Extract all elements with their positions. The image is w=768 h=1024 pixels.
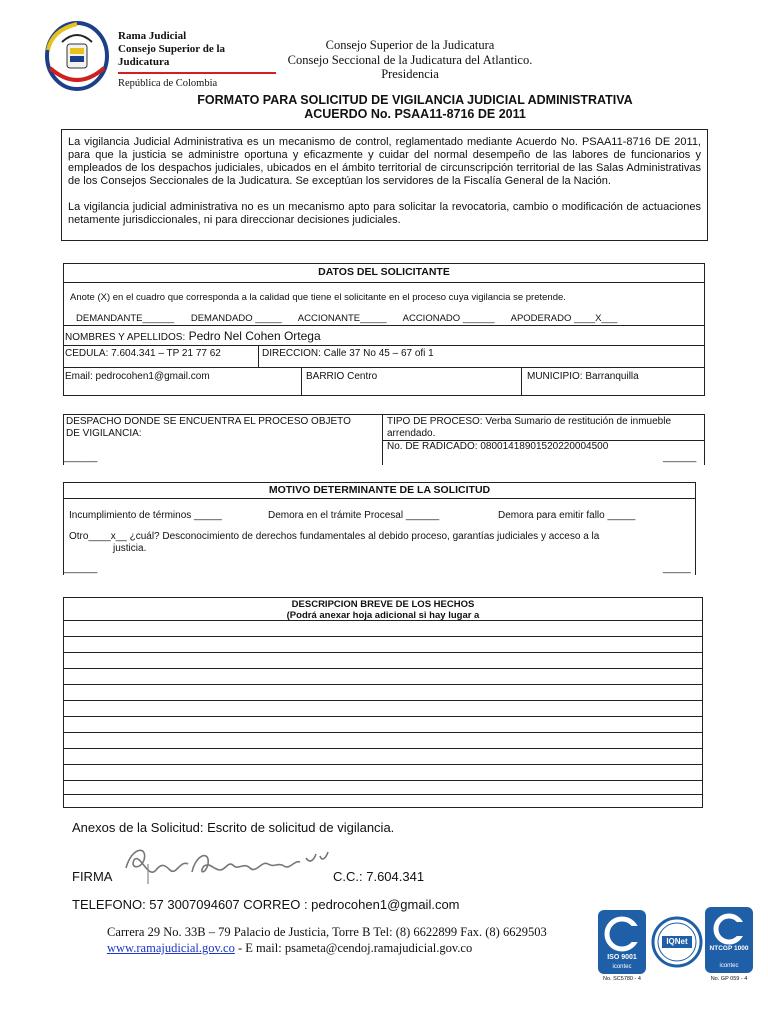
cc-value: C.C.: 7.604.341 <box>333 869 425 884</box>
motivo-otro-continuation: justicia. <box>113 543 147 554</box>
motivo-option-demora-tramite[interactable]: Demora en el trámite Procesal ______ <box>268 510 440 521</box>
motivo-right-blank: _____ <box>663 563 691 574</box>
motivo-left-blank: ______ <box>64 563 98 574</box>
logo-line-rama-judicial: Rama Judicial <box>118 30 187 42</box>
tipo-proceso-field[interactable]: TIPO DE PROCESO: Verba Sumario de restitución de inmueble arrendado. <box>387 416 672 439</box>
barrio-field[interactable]: BARRIO Centro <box>306 371 378 382</box>
org-line-presidencia: Presidencia <box>381 67 439 81</box>
rama-judicial-logo <box>42 20 112 92</box>
logo-line-consejo: Consejo Superior de la Judicatura <box>118 43 276 74</box>
nombres-label: NOMBRES Y APELLIDOS: <box>65 332 186 343</box>
telefono-correo-line: TELEFONO: 57 3007094607 CORREO : pedrocohen1@gmail.com <box>72 897 460 912</box>
role-accionante[interactable]: ACCIONANTE_____ <box>297 313 387 324</box>
direccion-field[interactable]: DIRECCION: Calle 37 No 45 – 67 ofi 1 <box>262 348 434 359</box>
hechos-subheading: (Podrá anexar hoja adicional si hay lugar a <box>286 610 480 621</box>
logo-line-republica: República de Colombia <box>118 78 218 89</box>
intro-paragraph-2: La vigilancia judicial administrativa no es un mecanismo apto para solicitar la revocatoria, cambio o modificación de actuaciones netamente jurisdiccionales, ni para direccionar decisiones judiciales. <box>68 201 701 226</box>
despacho-label: DESPACHO DONDE SE ENCUENTRA EL PROCESO OBJETO DE VIGILANCIA: <box>66 416 351 439</box>
ntcgp-label: NTCGP 1000 <box>709 945 749 952</box>
hechos-heading: DESCRIPCION BREVE DE LOS HECHOS <box>291 599 475 610</box>
iso-number: No. SC5780 - 4 <box>603 976 641 982</box>
form-title: FORMATO PARA SOLICITUD DE VIGILANCIA JUDICIAL ADMINISTRATIVA <box>197 93 633 107</box>
motivo-option-demora-fallo[interactable]: Demora para emitir fallo _____ <box>498 510 636 521</box>
form-subtitle: ACUERDO No. PSAA11-8716 DE 2011 <box>304 107 526 121</box>
role-demandado[interactable]: DEMANDADO _____ <box>190 313 282 324</box>
motivo-heading: MOTIVO DETERMINANTE DE LA SOLICITUD <box>268 484 491 496</box>
municipio-field[interactable]: MUNICIPIO: Barranquilla <box>527 371 639 382</box>
signature <box>118 840 333 888</box>
website-link[interactable]: www.ramajudicial.gov.co <box>107 941 235 955</box>
anexos-line: Anexos de la Solicitud: Escrito de solicitud de vigilancia. <box>72 820 395 835</box>
cedula-field[interactable]: CEDULA: 7.604.341 – TP 21 77 62 <box>65 348 221 359</box>
ntcgp-1000-cert <box>705 907 753 987</box>
org-line-consejo-seccional: Consejo Seccional de la Judicatura del Atlantico. <box>287 52 533 67</box>
iqnet-cert <box>651 910 703 974</box>
iqnet-label: IQNet <box>666 937 688 946</box>
org-line-consejo-superior: Consejo Superior de la Judicatura <box>325 38 495 52</box>
radicado-field[interactable]: No. DE RADICADO: 08001418901520220004500 <box>387 441 609 452</box>
nombres-field[interactable] <box>65 327 321 345</box>
role-apoderado[interactable]: APODERADO ____X___ <box>510 313 618 324</box>
solicitante-instruction: Anote (X) en el cuadro que corresponda a la calidad que tiene el solicitante en el proceso cuya vigilancia se pretende. <box>70 292 566 303</box>
role-options <box>76 313 617 324</box>
iso-label: ISO 9001 <box>607 954 637 961</box>
role-demandante[interactable]: DEMANDANTE______ <box>76 313 175 324</box>
address-line: Carrera 29 No. 33B – 79 Palacio de Justicia, Torre B Tel: (8) 6622899 Fax. (8) 6629503 <box>107 925 547 939</box>
motivo-option-otro[interactable]: Otro____x__ ¿cuál? Desconocimiento de derechos fundamentales al debido proceso, garantías judiciales y acceso a la <box>69 531 600 542</box>
despacho-left-blank: ______ <box>64 452 98 463</box>
motivo-option-incumplimiento[interactable]: Incumplimiento de términos _____ <box>69 510 222 521</box>
intro-paragraph-1: La vigilancia Judicial Administrativa es un mecanismo de control, reglamentado mediante Acuerdo No. PSAA11-8716 DE 2011, para que la justicia se administre oportuna y eficazmente y cuidar del normal desempeño de las labores de funcionarios y empleados de los despachos judiciales, ubicados en el ámbito territorial de circunscripción territorial de las Salas Administrativas de los Consejos Seccionales de la Judicatura. Se exceptúan los servidores de la Fiscalía General de la Nación. <box>68 136 701 187</box>
iso-9001-cert <box>598 910 646 986</box>
iso-icontec: icontec <box>612 964 632 970</box>
nombres-value: Pedro Nel Cohen Ortega <box>185 329 321 343</box>
despacho-right-blank: ______ <box>663 452 697 463</box>
intro-box <box>61 129 708 241</box>
ntcgp-icontec: icontec <box>719 963 739 969</box>
email-line: - E mail: psameta@cendoj.ramajudicial.gov.co <box>234 941 473 955</box>
ntcgp-number: No. GP 059 - 4 <box>710 976 748 982</box>
hechos-section <box>63 597 703 808</box>
role-accionado[interactable]: ACCIONADO ______ <box>402 313 495 324</box>
solicitante-heading: DATOS DEL SOLICITANTE <box>318 266 450 278</box>
email-field[interactable]: Email: pedrocohen1@gmail.com <box>65 371 210 382</box>
firma-label: FIRMA <box>72 869 113 884</box>
